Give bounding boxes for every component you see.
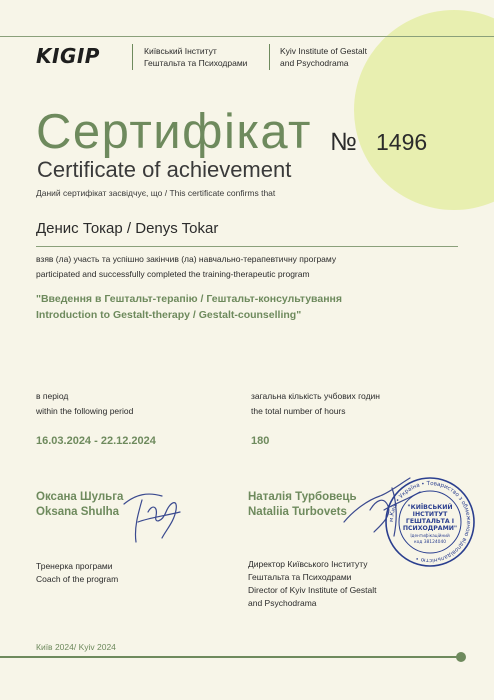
certificate-title-en: Certificate of achievement <box>37 157 292 182</box>
header-separator <box>132 44 133 70</box>
hours-label-en: the total number of hours <box>251 406 346 416</box>
recipient-name: Денис Токар / Denys Tokar <box>36 220 219 237</box>
stamp-center-line4: ПСИХОДРАМИ" <box>402 525 458 532</box>
participated-text-en: participated and successfully completed the training-therapeutic program <box>36 269 310 279</box>
coach-role-ua: Тренерка програми <box>36 561 113 571</box>
institute-ua-line1: Київський Інститут <box>144 46 217 56</box>
coach-name <box>36 490 123 520</box>
bottom-divider <box>0 656 458 658</box>
period-label-en: within the following period <box>36 406 134 416</box>
director-role-line1: Директор Київського Інституту <box>248 559 368 569</box>
institute-name-en <box>280 45 367 69</box>
director-role-line3: Director of Kyiv Institute of Gestalt <box>248 585 377 595</box>
stamp-ring-text: м.Київ • Україна • Товариство з обмеженою відповідальністю • <box>388 480 472 564</box>
hours-value: 180 <box>251 435 270 447</box>
stamp-center-line3: ГЕШТАЛЬТА І <box>405 518 455 525</box>
hours-label <box>251 389 380 419</box>
coach-name-ua: Оксана Шульга <box>36 491 124 503</box>
footer-city-year: Київ 2024/ Kyiv 2024 <box>36 642 116 652</box>
institute-en-line1: Kyiv Institute of Gestalt <box>280 46 367 56</box>
kigip-logo: KIGIP <box>36 44 100 68</box>
director-name-en: Nataliia Turbovets <box>248 506 347 518</box>
stamp-center-line2: ІНСТИТУТ <box>412 511 448 518</box>
program-title-ua: "Введення в Гештальт-терапію / Гештальт-консультування <box>36 293 343 305</box>
stamp-code-label: Ідентифікаційний <box>410 533 450 538</box>
certificate-number: 1496 <box>376 129 428 155</box>
director-name-ua: Наталія Турбовець <box>248 491 357 503</box>
period-label <box>36 389 133 419</box>
director-role-line2: Гештальта та Психодрами <box>248 572 352 582</box>
header-separator <box>269 44 270 70</box>
period-value: 16.03.2024 - 22.12.2024 <box>36 435 156 447</box>
confirms-text: Даний сертифікат засвідчує, що / This certificate confirms that <box>36 188 276 198</box>
participated-text-ua: взяв (ла) участь та успішно закінчив (ла) навчально-терапевтичну програму <box>36 254 337 264</box>
program-title-en: Introduction to Gestalt-therapy / Gestalt-counselling" <box>36 309 302 321</box>
hours-label-ua: загальна кількість учбових годин <box>251 391 380 401</box>
coach-name-en: Oksana Shulha <box>36 506 120 518</box>
official-stamp <box>384 476 476 568</box>
period-label-ua: в період <box>36 391 69 401</box>
stamp-center-line1: "КИЇВСЬКИЙ <box>407 504 453 511</box>
institute-en-line2: and Psychodrama <box>280 58 349 68</box>
stamp-code: код 38124040 <box>413 540 447 545</box>
bottom-dot <box>456 652 466 662</box>
coach-signature <box>118 482 190 552</box>
top-divider <box>0 36 494 37</box>
name-underline <box>36 246 458 247</box>
number-sign: № <box>330 128 357 156</box>
director-role <box>248 558 377 610</box>
director-role-line4: and Psychodrama <box>248 598 317 608</box>
coach-role <box>36 560 118 586</box>
institute-ua-line2: Гештальта та Психодрами <box>144 58 248 68</box>
decorative-circle <box>354 10 494 210</box>
certificate-title-ua: Сертифікат <box>36 105 312 159</box>
coach-role-en: Coach of the program <box>36 574 119 584</box>
institute-name-ua <box>144 45 247 69</box>
